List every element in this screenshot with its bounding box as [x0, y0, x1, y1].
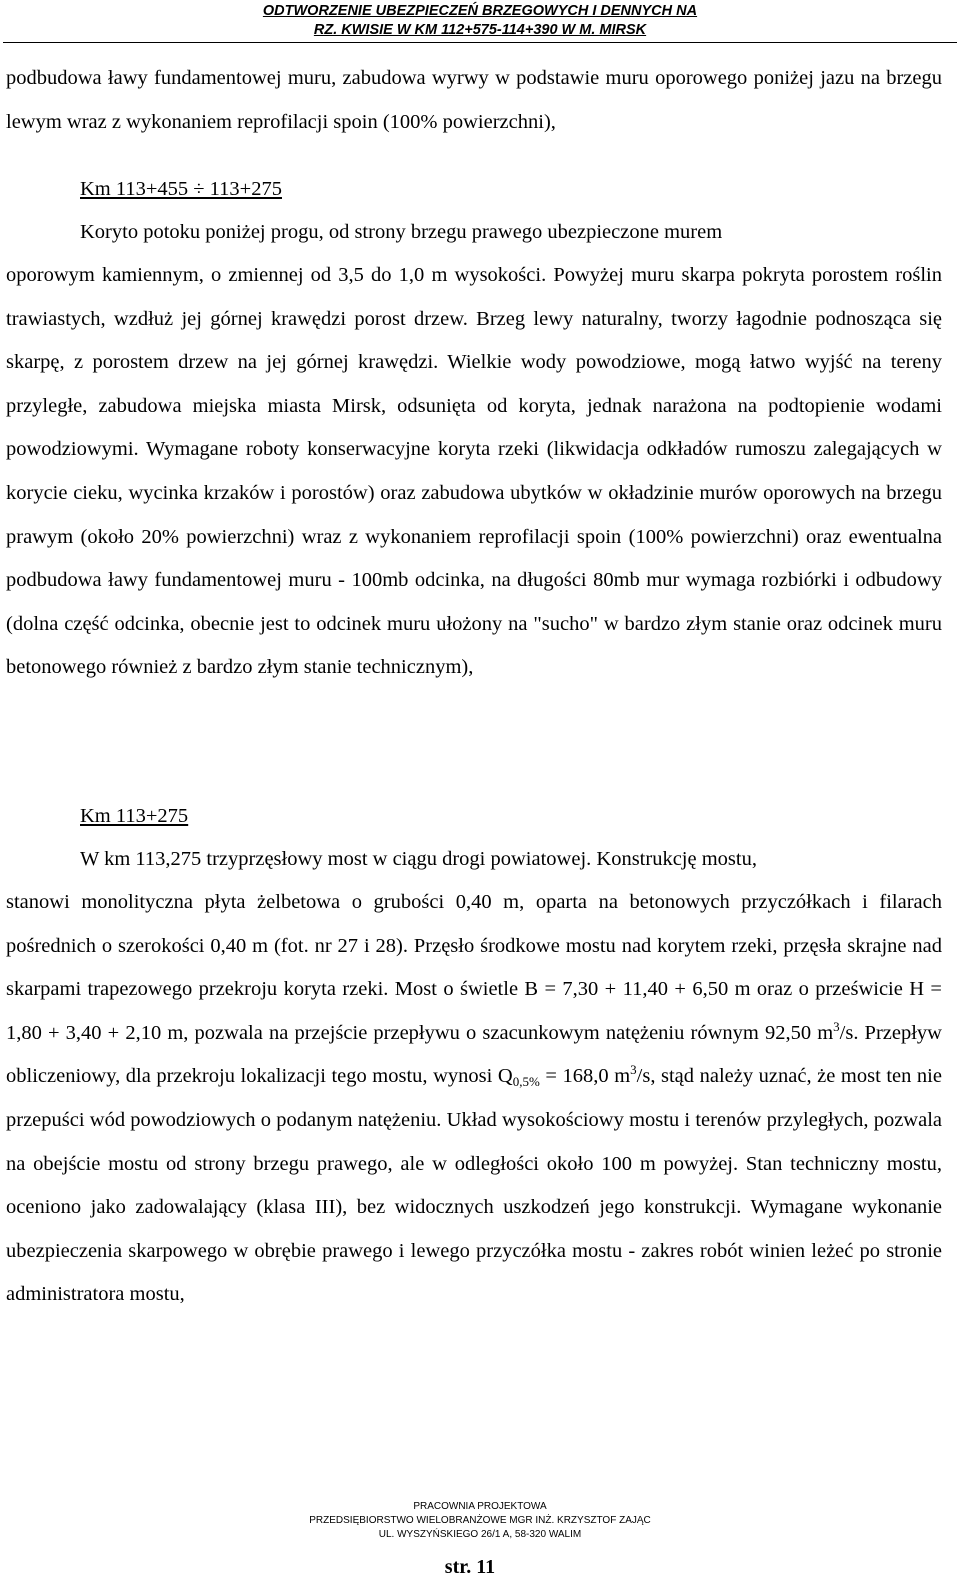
section-3-text-b: /s. Przepływ obliczeniowy, dla przekroju lokalizacji tego mostu, wynosi Q — [6, 1021, 942, 1088]
paragraph-section-3 — [6, 881, 942, 1317]
subscript-probability: 0,5% — [512, 1074, 540, 1090]
footer-line-2: PRZEDSIĘBIORSTWO WIELOBRANŻOWE MGR INŻ. KRZYSZTOF ZAJĄC — [309, 1515, 651, 1526]
header-divider — [3, 42, 957, 43]
section-2-text: oporowym kamiennym, o zmiennej od 3,5 do 1,0 m wysokości. Powyżej muru skarpa pokryta porostem roślin trawiastych, wzdłuż jej górnej krawędzi porost drzew. Brzeg lewy naturalny, tworzy łagodnie podnosząca się skarpę, z porostem drzew na jej górnej krawędzi. Wielkie wody powodziowe, mogą łatwo wyjść na tereny przyległe, zabudowa miejska miasta Mirsk, odsunięta od koryta, jednak narażona na podtopienie wodami powodziowymi. Wymagane roboty konserwacyjne koryta rzeki (likwidacja odkładów rumoszu zalegających w korycie cieku, wycinka krzaków i porostów) oraz zabudowa ubytków w okładzinie murów oporowych na brzegu prawym (około 20% powierzchni) wraz z wykonaniem reprofilacji spoin (100% powierzchni) oraz ewentualna podbudowa ławy fundamentowej muru - 100mb odcinka, na długości 80mb mur wymaga rozbiórki i odbudowy (dolna część odcinka, obecnie jest to odcinek muru ułożony na "sucho" w bardzo złym stanie oraz odcinek muru betonowego również z bardzo złym stanie technicznym), — [6, 264, 942, 679]
footer-line-1: PRACOWNIA PROJEKTOWA — [413, 1501, 547, 1512]
section-2-heading — [80, 168, 282, 212]
footer-line-3: UL. WYSZYŃSKIEGO 26/1 A, 58-320 WALIM — [378, 1529, 582, 1540]
header-title-line-1: ODTWORZENIE UBEZPIECZEŃ BRZEGOWYCH I DENNYCH NA — [262, 3, 698, 19]
section-3-heading-text: Km 113+275 — [80, 805, 189, 827]
document-footer — [0, 1500, 960, 1542]
section-3-text-d: /s, stąd należy uznać, że most ten nie przepuści wód powodziowych o podanym natężeniu. Układ wysokościowy mostu i terenów przyległych, pozwala na obejście mostu od strony brzegu prawego, ale w odległości około 100 m powyżej. Stan techniczny mostu, oceniono jako zadowalający (klasa III), bez widocznych uszkodzeń jego konstrukcji. Wymagane wykonanie ubezpieczenia skarpowego w obrębie prawego i lewego przyczółka mostu - zakres robót winien leżeć po stronie administratora mostu, — [6, 1065, 942, 1306]
section-3-text-a: stanowi monolityczna płyta żelbetowa o grubości 0,40 m, oparta na betonowych przyczółkach i filarach pośrednich o szerokości 0,40 m (fot. nr 27 i 28). Przęsło środkowe mostu nad korytem rzeki, przęsła skrajne nad skarpami trapezowego przekroju koryta rzeki. Most o świetle B = 7,30 + 11,40 + 6,50 m oraz o prześwicie H = 1,80 + 3,40 + 2,10 m, pozwala na przejście przepływu o szacunkowym natężeniu równym 92,50 m — [6, 891, 942, 1044]
document-header — [0, 2, 960, 40]
section-1-text: podbudowa ławy fundamentowej muru, zabudowa wyrwy w podstawie muru oporowego poniżej jazu na brzegu lewym wraz z wykonaniem reprofilacji spoin (100% powierzchni), — [6, 67, 942, 133]
section-3-first-line-text: W km 113,275 trzyprzęsłowy most w ciągu drogi powiatowej. Konstrukcję mostu, — [80, 848, 757, 870]
section-2-first-line-text: Koryto potoku poniżej progu, od strony brzegu prawego ubezpieczone murem — [80, 221, 723, 243]
header-title-line-2: RZ. KWISIE W KM 112+575-114+390 W M. MIRSK — [313, 22, 647, 38]
page-number: str. 11 — [444, 1556, 496, 1578]
superscript-cubed-1: 3 — [833, 1018, 840, 1034]
superscript-cubed-2: 3 — [630, 1062, 637, 1078]
section-3-first-line — [80, 838, 757, 882]
section-3-heading — [80, 795, 188, 839]
paragraph-section-1 — [6, 57, 942, 144]
section-2-first-line — [80, 211, 722, 255]
section-3-text-c: = 168,0 m — [539, 1065, 631, 1088]
paragraph-section-2 — [6, 254, 942, 690]
section-2-heading-text: Km 113+455 ÷ 113+275 — [80, 178, 282, 200]
